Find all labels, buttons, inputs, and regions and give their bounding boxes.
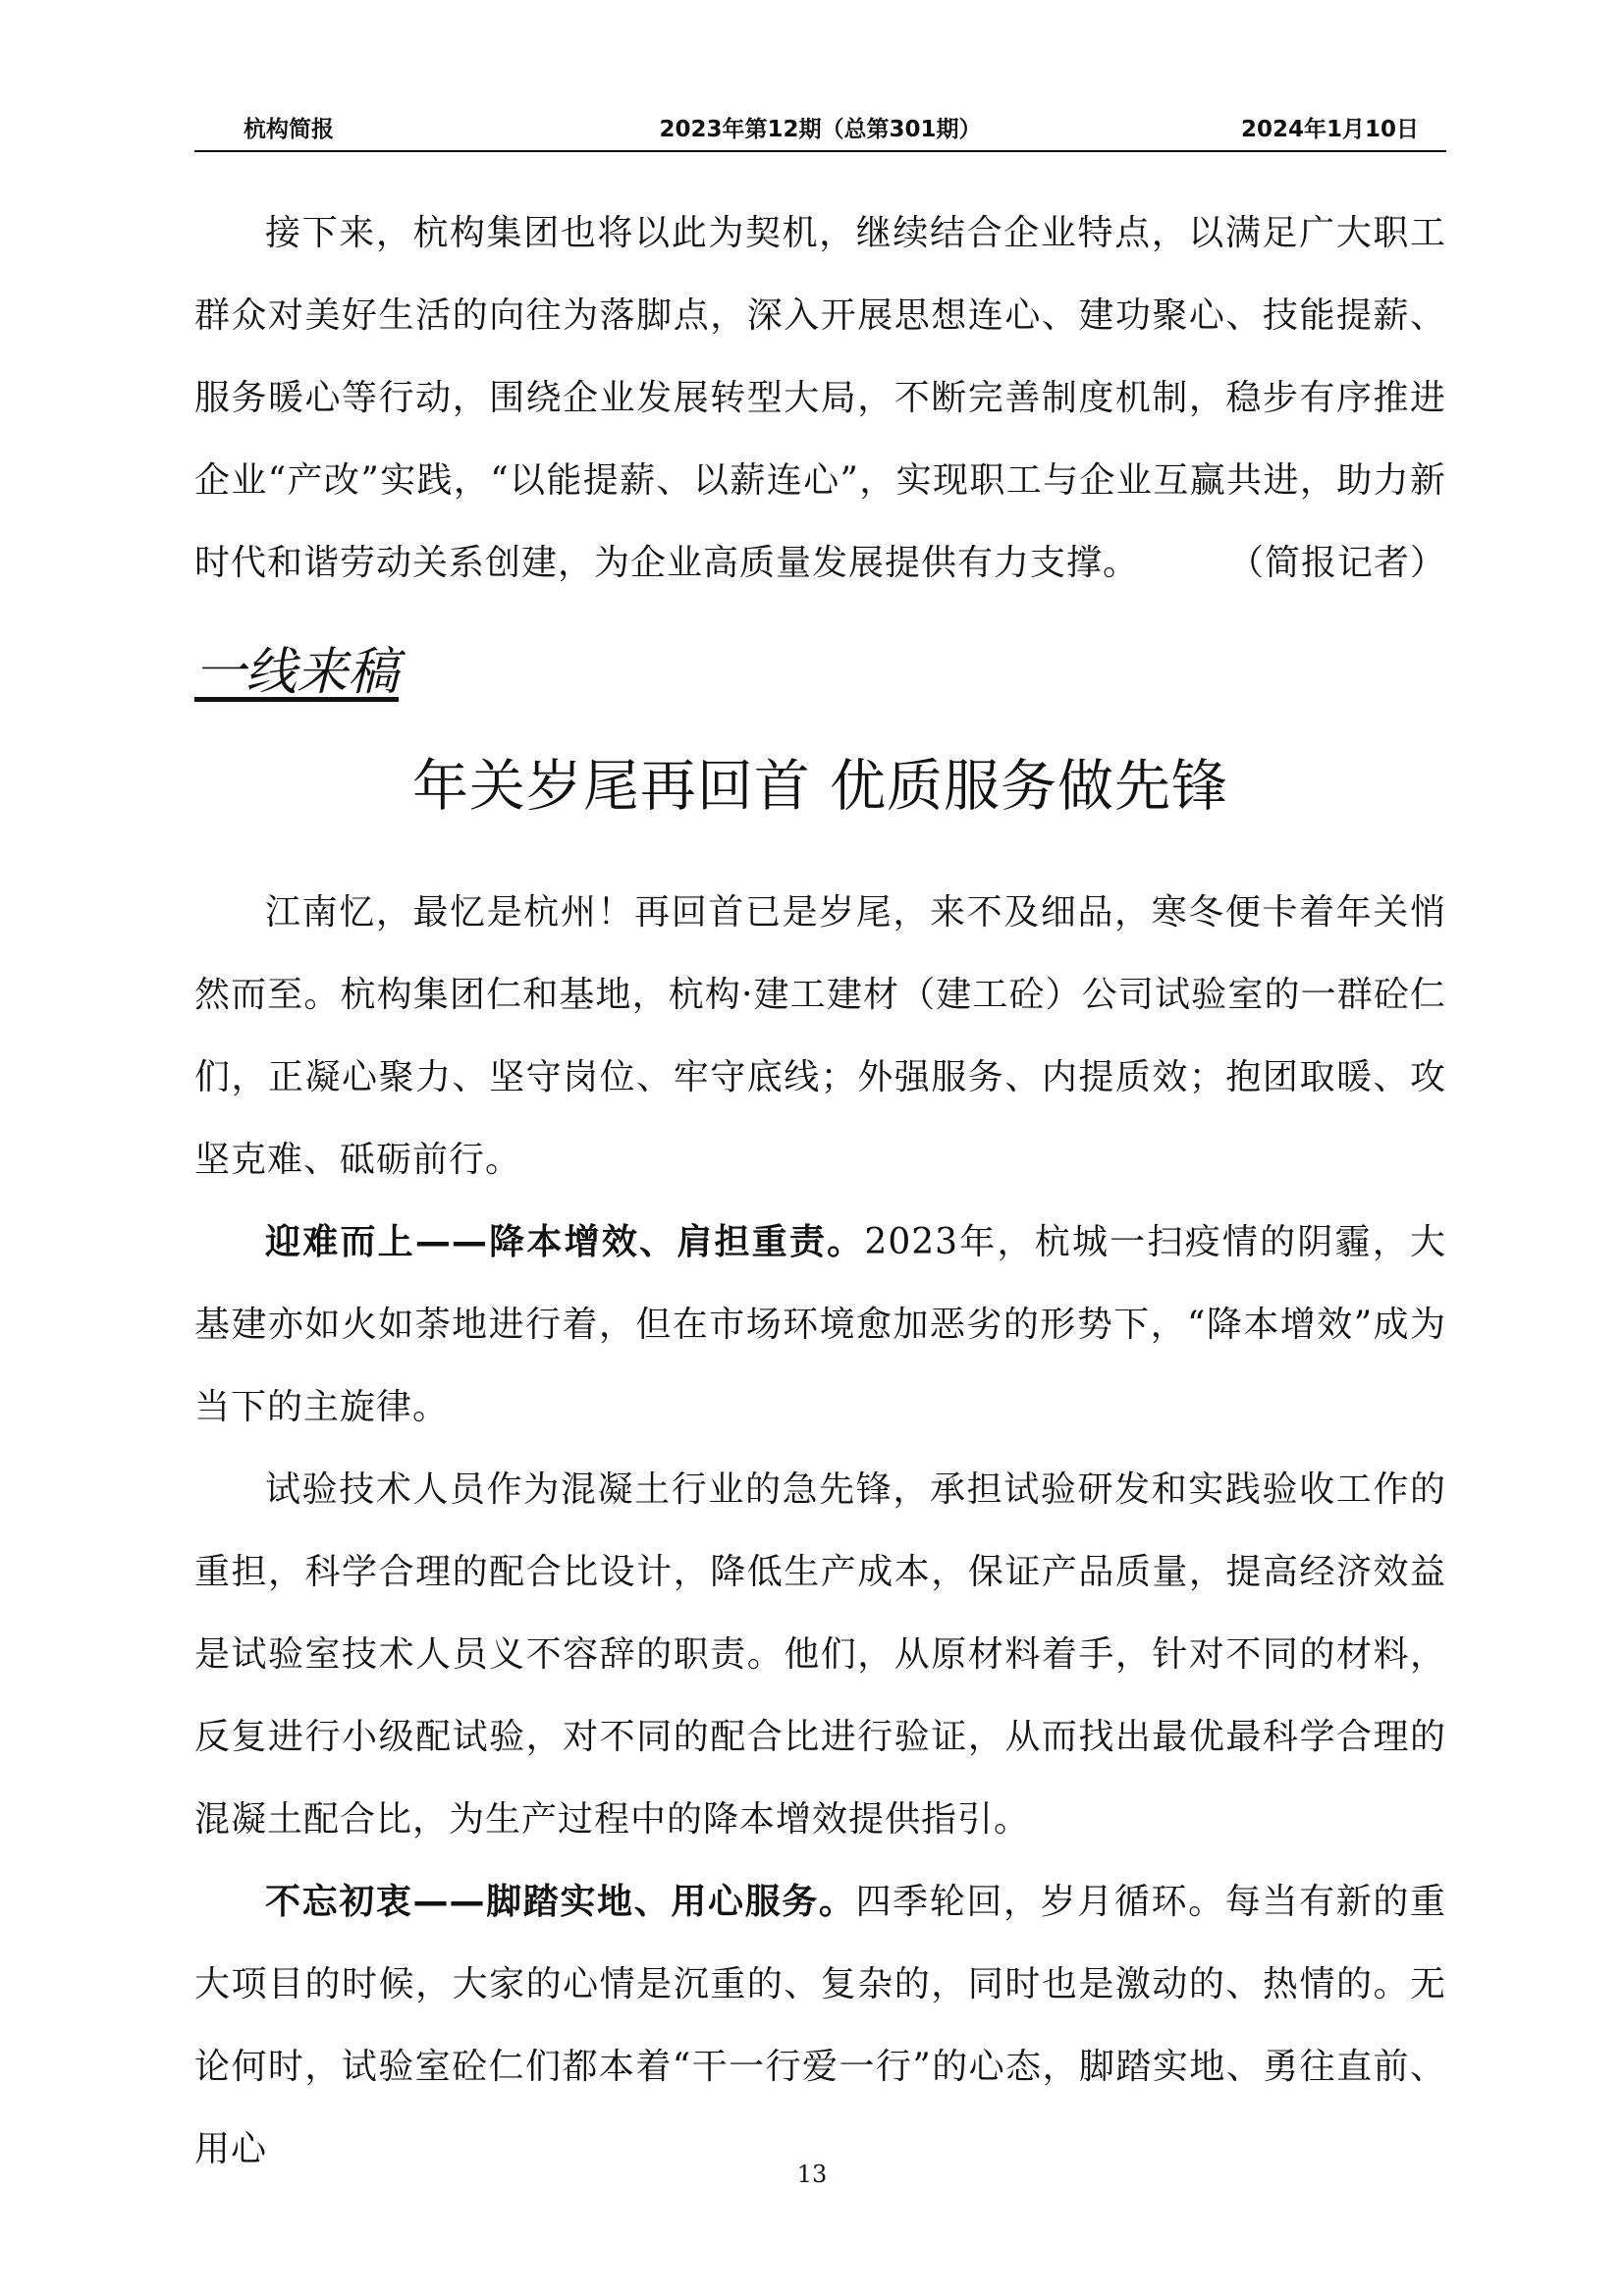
paragraph-4-heading: 不忘初衷——脚踏实地、用心服务。 <box>265 1882 856 1922</box>
page-number: 13 <box>796 2161 828 2188</box>
intro-signoff: （简报记者） <box>1227 543 1446 583</box>
article-paragraph-2 <box>194 1201 1446 1449</box>
intro-block <box>194 192 1446 605</box>
article-title: 年关岁尾再回首 优质服务做先锋 <box>411 754 1229 819</box>
paragraph-2-heading: 迎难而上——降本增效、肩担重责。 <box>265 1222 865 1262</box>
article-paragraph-3: 试验技术人员作为混凝土行业的急先锋，承担试验研发和实践验收工作的重担，科学合理的配合比设计，降低生产成本，保证产品质量，提高经济效益是试验室技术人员义不容辞的职责。他们，从原材料着手，针对不同的材料，反复进行小级配试验，对不同的配合比进行验证，从而找出最优最科学合理的混凝土配合比，为生产过程中的降本增效提供指引。 <box>194 1469 1446 1840</box>
header-divider <box>194 150 1446 152</box>
header-date: 2024年1月10日 <box>1240 117 1419 142</box>
intro-text: 接下来，杭构集团也将以此为契机，继续结合企业特点，以满足广大职工群众对美好生活的向往为落脚点，深入开展思想连心、建功聚心、技能提薪、服务暖心等行动，围绕企业发展转型大局，不断完善制度机制，稳步有序推进企业“产改”实践，“以能提薪、以薪连心”，实现职工与企业互赢共进，助力新时代和谐劳动关系创建，为企业高质量发展提供有力支撑。 <box>194 213 1446 583</box>
header-issue-number: 2023年第12期（总第301期） <box>659 117 982 142</box>
header-publication-name: 杭构简报 <box>244 117 334 142</box>
article-body <box>194 872 1446 2191</box>
paragraph-4-text: 四季轮回，岁月循环。每当有新的重大项目的时候，大家的心情是沉重的、复杂的，同时也是激动的、热情的。无论何时，试验室砼仁们都本着“干一行爱一行”的心态，脚踏实地、勇往直前、用心 <box>194 1882 1446 2169</box>
article-paragraph-4 <box>194 1861 1446 2191</box>
page-header <box>194 110 1446 149</box>
article-paragraph-1: 江南忆，最忆是杭州！再回首已是岁尾，来不及细品，寒冬便卡着年关悄然而至。杭构集团仁和基地，杭构·建工建材（建工砼）公司试验室的一群砼仁们，正凝心聚力、坚守岗位、牢守底线；外强服务、内提质效；抱团取暖、攻坚克难、砥砺前行。 <box>194 892 1446 1180</box>
section-title: 一线来稿 <box>194 643 400 702</box>
paragraph-2-text: 2023年，杭城一扫疫情的阴霾，大基建亦如火如荼地进行着，但在市场环境愈加恶劣的形势下，“降本增效”成为当下的主旋律。 <box>194 1222 1446 1427</box>
intro-paragraph <box>194 192 1446 605</box>
